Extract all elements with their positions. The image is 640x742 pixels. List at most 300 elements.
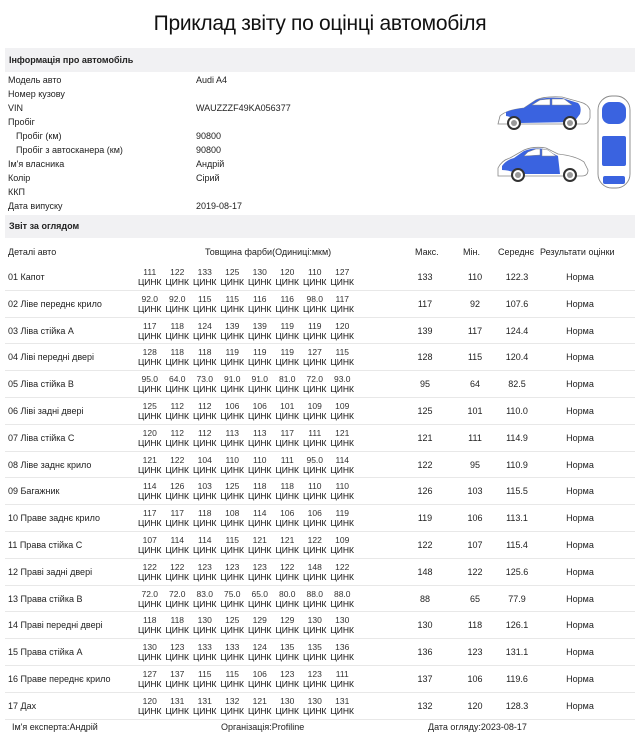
reading-value: 114 [335,454,350,465]
reading-value: 106 [307,508,322,519]
thickness-reading [164,401,192,421]
table-row [5,505,635,532]
min-value: 101 [467,405,483,416]
thickness-reading [191,642,219,662]
reading-material: ЦИНК [193,598,217,609]
result-value: Норма [566,647,594,658]
reading-material: ЦИНК [138,678,162,689]
reading-material: ЦИНК [220,303,244,314]
thickness-reading [191,455,219,475]
reading-material: ЦИНК [193,625,217,636]
car-info-value: 90800 [196,131,222,141]
reading-value: 114 [142,481,157,492]
reading-material: ЦИНК [138,410,162,421]
car-info-row [8,101,468,115]
reading-material: ЦИНК [165,652,189,663]
avg-value: 131.1 [505,647,529,658]
reading-material: ЦИНК [248,357,272,368]
thickness-reading [246,562,274,582]
avg-value: 113.1 [506,513,528,524]
reading-material: ЦИНК [275,277,299,287]
car-info-value: Сірий [196,173,220,183]
reading-material: ЦИНК [330,625,354,636]
reading-value: 101 [280,400,295,411]
reading-value: 106 [252,400,267,411]
avg-value: 128.3 [505,700,529,711]
thickness-reading [164,696,192,716]
reading-value: 130 [197,615,212,626]
expert-name: Ім'я експерта:Андрій [12,722,98,732]
thickness-reading [136,669,164,689]
reading-value: 91.0 [251,374,269,385]
max-value: 119 [417,513,433,524]
reading-material: ЦИНК [303,705,327,716]
car-info-label: Дата випуску [8,201,63,211]
reading-value: 119 [280,347,295,358]
reading-value: 127 [142,668,157,679]
reading-value: 109 [307,400,322,411]
reading-material: ЦИНК [303,464,327,475]
thickness-reading [164,615,192,635]
car-info-row [8,157,468,171]
reading-material: ЦИНК [193,303,217,314]
reading-value: 121 [142,454,157,465]
thickness-reading [219,455,247,475]
min-value: 118 [467,620,483,631]
reading-value: 92.0 [168,293,186,304]
thickness-reading [136,589,164,609]
report-title: Приклад звіту по оцінці автомобіля [153,12,487,35]
car-info-row [8,87,468,101]
part-name: 09 Багажник [8,486,60,497]
thickness-reading [164,508,192,528]
car-info-value: Audi A4 [196,75,228,85]
reading-material: ЦИНК [193,705,217,716]
reading-material: ЦИНК [330,571,354,582]
thickness-reading [329,294,357,314]
table-row [5,586,635,613]
reading-value: 115 [225,534,240,545]
reading-value: 118 [170,615,185,626]
table-row [5,693,635,720]
reading-material: ЦИНК [220,652,244,663]
reading-value: 115 [197,293,212,304]
reading-material: ЦИНК [275,357,299,368]
reading-material: ЦИНК [303,571,327,582]
reading-value: 75.0 [223,588,241,599]
thickness-reading [246,347,274,367]
reading-value: 111 [308,427,322,438]
thickness-reading [301,401,329,421]
reading-value: 123 [197,561,212,572]
thickness-reading [136,615,164,635]
max-value: 137 [417,673,433,684]
avg-value: 110.9 [506,459,528,470]
thickness-reading [164,294,192,314]
reading-value: 126 [170,481,185,492]
part-name: 12 Праві задні двері [8,566,93,577]
thickness-reading [219,562,247,582]
reading-value: 112 [197,427,212,438]
min-value: 65 [469,593,480,604]
car-info-row [8,73,468,87]
thickness-readings [136,374,356,394]
reading-material: ЦИНК [248,437,272,448]
thickness-reading [274,589,302,609]
reading-value: 123 [280,668,295,679]
reading-material: ЦИНК [138,437,162,448]
thickness-reading [136,294,164,314]
car-info-label: Модель авто [8,75,62,85]
reading-material: ЦИНК [138,491,162,502]
part-name: 01 Капот [8,272,45,282]
reading-value: 123 [170,642,185,653]
reading-material: ЦИНК [165,410,189,421]
reading-material: ЦИНК [248,652,272,663]
reading-material: ЦИНК [220,491,244,502]
thickness-reading [164,589,192,609]
thickness-reading [246,294,274,314]
reading-material: ЦИНК [165,678,189,689]
avg-value: 110.0 [506,405,528,416]
thickness-reading [274,669,302,689]
reading-material: ЦИНК [165,357,189,368]
thickness-reading [136,535,164,555]
car-info-label: Колір [8,173,31,183]
organization: Організація:Profiline [221,722,305,732]
thickness-reading [191,696,219,716]
thickness-reading [329,696,357,716]
thickness-reading [191,669,219,689]
result-value: Норма [566,539,594,550]
thickness-reading [191,294,219,314]
car-info-value [196,87,468,101]
reading-material: ЦИНК [193,678,217,689]
reading-material: ЦИНК [330,437,354,448]
reading-material: ЦИНК [248,571,272,582]
reading-material: ЦИНК [275,571,299,582]
thickness-reading [301,669,329,689]
table-row [5,425,635,452]
thickness-reading [274,535,302,555]
min-value: 103 [467,486,483,497]
reading-value: 135 [280,642,295,653]
avg-value: 107.6 [505,298,529,309]
thickness-reading [136,401,164,421]
reading-value: 119 [225,347,240,358]
car-info-section-header: Інформація про автомобіль [5,48,635,72]
reading-value: 80.0 [278,588,296,599]
reading-value: 118 [197,508,212,519]
table-row [5,452,635,479]
reading-value: 108 [225,508,240,519]
thickness-reading [329,347,357,367]
thickness-readings [136,535,356,555]
reading-material: ЦИНК [193,410,217,421]
avg-value: 120.4 [505,352,529,363]
car-info-row [8,115,468,129]
reading-material: ЦИНК [220,598,244,609]
reading-value: 112 [170,427,185,438]
reading-material: ЦИНК [303,491,327,502]
part-name: 03 Ліва стійка А [8,325,74,336]
reading-value: 111 [280,454,294,465]
reading-material: ЦИНК [275,410,299,421]
thickness-reading [219,294,247,314]
reading-value: 127 [335,267,350,277]
max-value: 88 [419,593,430,604]
reading-value: 120 [280,267,295,277]
max-value: 126 [417,486,433,497]
avg-value: 115.4 [506,539,528,550]
avg-value: 82.5 [508,379,526,390]
thickness-reading [274,696,302,716]
reading-material: ЦИНК [248,410,272,421]
car-info-label: Номер кузову [8,89,65,99]
thickness-reading [246,508,274,528]
thickness-reading [274,481,302,501]
thickness-reading [164,535,192,555]
reading-value: 110 [307,267,322,277]
car-info-label: Пробіг [8,117,35,127]
thickness-reading [219,481,247,501]
reading-material: ЦИНК [248,598,272,609]
reading-material: ЦИНК [275,678,299,689]
reading-value: 64.0 [168,374,186,385]
reading-material: ЦИНК [165,705,189,716]
reading-value: 103 [197,481,212,492]
result-value: Норма [566,405,594,416]
reading-material: ЦИНК [303,652,327,663]
inspection-date: Дата огляду:2023-08-17 [428,722,527,732]
thickness-reading [164,455,192,475]
reading-material: ЦИНК [193,330,217,341]
reading-value: 106 [280,508,295,519]
reading-material: ЦИНК [193,464,217,475]
car-info-value [196,185,468,199]
thickness-readings [136,428,356,448]
thickness-reading [274,615,302,635]
reading-value: 109 [335,534,350,545]
reading-material: ЦИНК [220,625,244,636]
reading-value: 124 [197,320,212,331]
result-value: Норма [566,566,594,577]
car-top-view-icon [598,96,630,188]
reading-value: 122 [170,561,185,572]
reading-value: 131 [335,695,350,706]
reading-value: 110 [335,481,350,492]
reading-value: 130 [280,695,295,706]
reading-value: 130 [307,615,322,626]
reading-material: ЦИНК [165,598,189,609]
thickness-reading [301,321,329,341]
car-info-label: Пробіг з автосканера (км) [16,145,123,155]
reading-value: 119 [307,320,322,331]
thickness-reading [191,374,219,394]
thickness-reading [329,374,357,394]
thickness-readings [136,696,356,716]
thickness-reading [164,428,192,448]
result-value: Норма [566,379,594,390]
reading-value: 117 [142,508,157,519]
reading-material: ЦИНК [330,357,354,368]
review-section-header: Звіт за оглядом [5,215,635,238]
table-row [5,398,635,425]
result-value: Норма [566,459,594,470]
reading-material: ЦИНК [275,518,299,529]
thickness-reading [219,642,247,662]
part-name: 04 Ліві передні двері [8,352,95,363]
reading-material: ЦИНК [275,625,299,636]
thickness-reading [246,615,274,635]
thickness-reading [329,321,357,341]
max-value: 125 [417,405,433,416]
thickness-reading [274,267,302,287]
reading-material: ЦИНК [275,303,299,314]
thickness-reading [136,481,164,501]
avg-value: 77.9 [508,593,526,604]
thickness-reading [246,267,274,287]
reading-value: 120 [335,320,350,331]
reading-material: ЦИНК [275,437,299,448]
thickness-reading [219,401,247,421]
thickness-readings [136,669,356,689]
thickness-reading [219,696,247,716]
reading-material: ЦИНК [275,464,299,475]
thickness-reading [329,562,357,582]
reading-material: ЦИНК [330,384,354,395]
thickness-reading [301,267,329,287]
reading-value: 133 [225,642,240,653]
thickness-reading [164,481,192,501]
thickness-reading [136,321,164,341]
reading-material: ЦИНК [303,357,327,368]
reading-material: ЦИНК [138,705,162,716]
thickness-reading [329,508,357,528]
reading-value: 114 [170,534,185,545]
reading-material: ЦИНК [275,705,299,716]
thickness-reading [164,374,192,394]
thickness-reading [191,508,219,528]
reading-material: ЦИНК [220,384,244,395]
reading-material: ЦИНК [330,303,354,314]
table-row [5,666,635,693]
thickness-reading [219,615,247,635]
car-info-row [8,129,468,143]
reading-value: 93.0 [333,374,351,385]
header-result: Результати оцінки [540,247,615,257]
reading-value: 123 [307,668,322,679]
max-value: 132 [417,700,433,711]
reading-value: 122 [280,561,295,572]
header-max: Макс. [415,247,439,257]
min-value: 111 [468,432,482,443]
thickness-reading [274,562,302,582]
reading-value: 123 [252,561,267,572]
thickness-reading [274,455,302,475]
thickness-reading [164,562,192,582]
reading-material: ЦИНК [138,357,162,368]
reading-material: ЦИНК [193,491,217,502]
car-info-row [8,199,468,213]
header-avg: Середнє [498,247,535,257]
reading-value: 130 [142,642,157,653]
reading-value: 116 [252,293,267,304]
reading-value: 92.0 [141,293,159,304]
result-value: Норма [566,620,594,631]
part-name: 15 Права стійка А [8,647,83,658]
part-name: 17 Дах [8,700,37,711]
reading-material: ЦИНК [193,277,217,287]
reading-material: ЦИНК [220,410,244,421]
result-value: Норма [566,432,594,443]
reading-material: ЦИНК [248,384,272,395]
reading-value: 112 [197,400,212,411]
part-name: 02 Ліве переднє крило [8,298,102,309]
reading-material: ЦИНК [275,384,299,395]
thickness-reading [246,642,274,662]
max-value: 95 [419,379,430,390]
reading-value: 95.0 [141,374,159,385]
reading-material: ЦИНК [165,625,189,636]
thickness-reading [219,589,247,609]
reading-value: 72.0 [141,588,159,599]
min-value: 117 [467,325,483,336]
thickness-reading [136,428,164,448]
max-value: 148 [417,566,433,577]
thickness-reading [301,294,329,314]
thickness-readings [136,615,356,635]
reading-material: ЦИНК [330,277,354,287]
avg-value: 124.4 [505,325,529,336]
reading-material: ЦИНК [275,598,299,609]
min-value: 107 [467,539,483,550]
reading-value: 112 [170,400,185,411]
reading-value: 115 [225,668,240,679]
thickness-reading [136,508,164,528]
reading-value: 125 [225,615,240,626]
reading-value: 132 [225,695,240,706]
thickness-reading [191,401,219,421]
max-value: 122 [417,539,433,550]
reading-material: ЦИНК [138,330,162,341]
result-value: Норма [566,673,594,684]
result-value: Норма [566,700,594,711]
thickness-reading [301,562,329,582]
table-row [5,371,635,398]
thickness-reading [219,321,247,341]
table-row [5,318,635,345]
reading-value: 117 [142,320,157,331]
reading-value: 118 [142,615,157,626]
table-row [5,344,635,371]
reading-material: ЦИНК [220,544,244,555]
thickness-reading [191,267,219,287]
part-name: 05 Ліва стійка В [8,379,74,390]
reading-material: ЦИНК [138,544,162,555]
thickness-readings [136,401,356,421]
thickness-reading [219,374,247,394]
reading-value: 73.0 [196,374,214,385]
thickness-reading [301,696,329,716]
result-value: Норма [566,352,594,363]
reading-value: 91.0 [223,374,241,385]
car-info-row [8,143,468,157]
thickness-readings [136,455,356,475]
reading-value: 115 [335,347,350,358]
table-row [5,478,635,505]
thickness-reading [329,669,357,689]
